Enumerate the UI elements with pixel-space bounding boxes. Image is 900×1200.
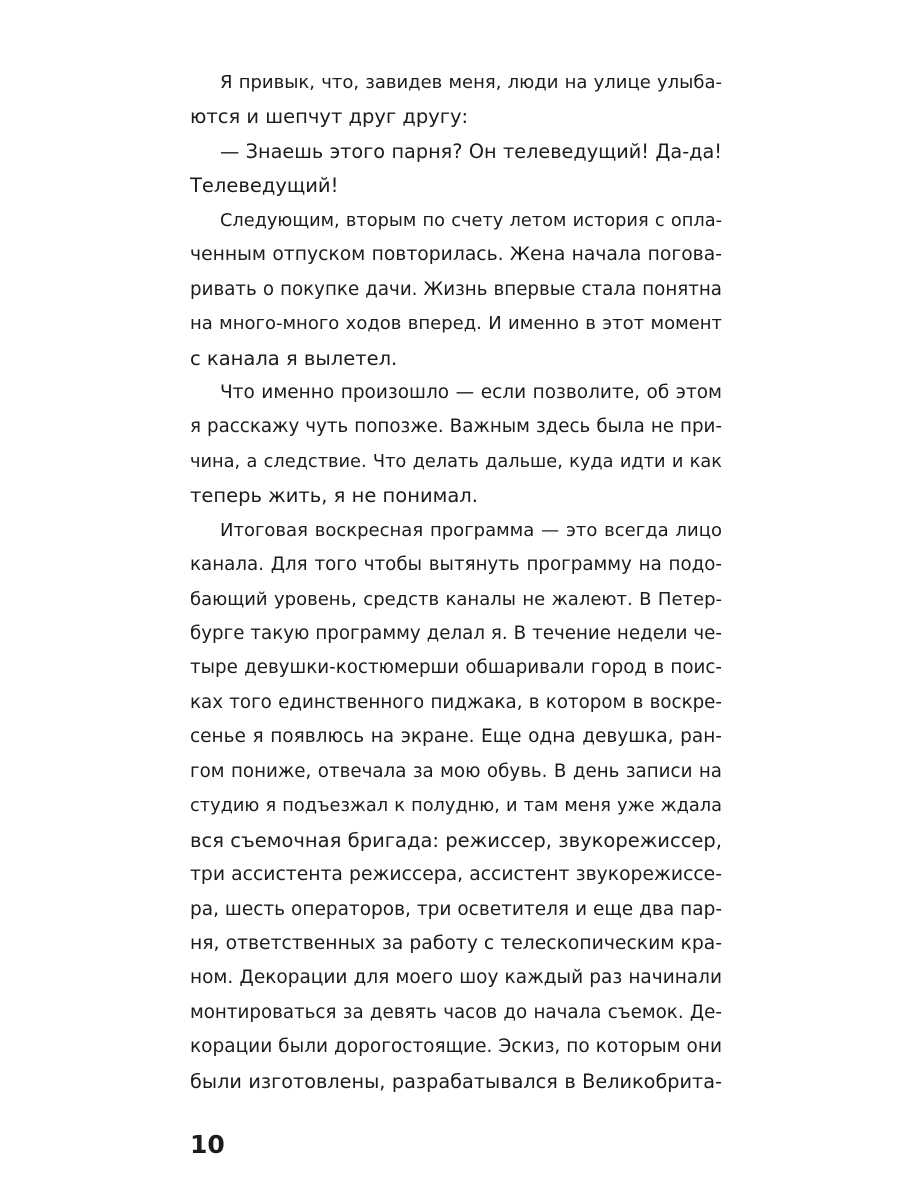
text-line: ченным отпуском повторилась. Жена начала погова- <box>190 244 722 266</box>
body-text <box>190 66 722 1099</box>
text-line: Итоговая воскресная программа — это всегда лицо <box>220 519 722 541</box>
text-line: бающий уровень, средств каналы не жалеют. В Петер- <box>190 588 722 610</box>
text-line: сенье я появлюсь на экране. Еще одна девушка, ран- <box>190 726 722 748</box>
text-line: — Знаешь этого парня? Он телеведущий! Да-да! <box>220 139 722 163</box>
text-line: я расскажу чуть попозже. Важным здесь была не при- <box>190 416 722 438</box>
text-line: ривать о покупке дачи. Жизнь впервые стала понятна <box>190 278 722 300</box>
text-line: на много-много ходов вперед. И именно в этот момент <box>190 313 722 335</box>
text-line: ках того единственного пиджака, в котором в воскре- <box>190 691 722 713</box>
text-line: вся съемочная бригада: режиссер, звукорежиссер, <box>190 828 722 852</box>
page-number: 10 <box>190 1130 225 1159</box>
text-line: ра, шесть операторов, три осветителя и еще два пар- <box>190 898 722 920</box>
text-line: Следующим, вторым по счету летом история с опла- <box>220 210 722 231</box>
text-line: с канала я вылетел. <box>190 346 398 370</box>
text-line: Телеведущий! <box>190 174 339 198</box>
text-line: корации были дорогостоящие. Эскиз, по которым они <box>190 1036 722 1058</box>
text-line: канала. Для того чтобы вытянуть программу на подо- <box>190 554 722 576</box>
text-line: ня, ответственных за работу с телескопическим кра- <box>190 932 722 954</box>
text-line: тыре девушки-костюмерши обшаривали город в поис- <box>190 657 722 679</box>
text-line: гом пониже, отвечала за мою обувь. В день записи на <box>190 760 722 782</box>
text-line: ются и шепчут друг другу: <box>190 105 469 129</box>
text-line: студию я подъезжал к полудню, и там меня уже ждала <box>190 796 722 817</box>
text-line: были изготовлены, разрабатывался в Великобрита- <box>190 1069 722 1093</box>
text-line: теперь жить, я не понимал. <box>190 484 478 508</box>
text-line: ном. Декорации для моего шоу каждый раз начинали <box>190 967 722 989</box>
text-line: бурге такую программу делал я. В течение недели че- <box>190 623 722 644</box>
text-line: Что именно произошло — если позволите, об этом <box>220 381 722 403</box>
text-line: монтироваться за девять часов до начала съемок. Де- <box>190 1001 722 1023</box>
text-line: Я привык, что, завидев меня, люди на улице улыба- <box>220 72 722 93</box>
text-line: три ассистента режиссера, ассистент звукорежиссе- <box>190 864 722 886</box>
text-line: чина, а следствие. Что делать дальше, куда идти и как <box>190 451 722 472</box>
